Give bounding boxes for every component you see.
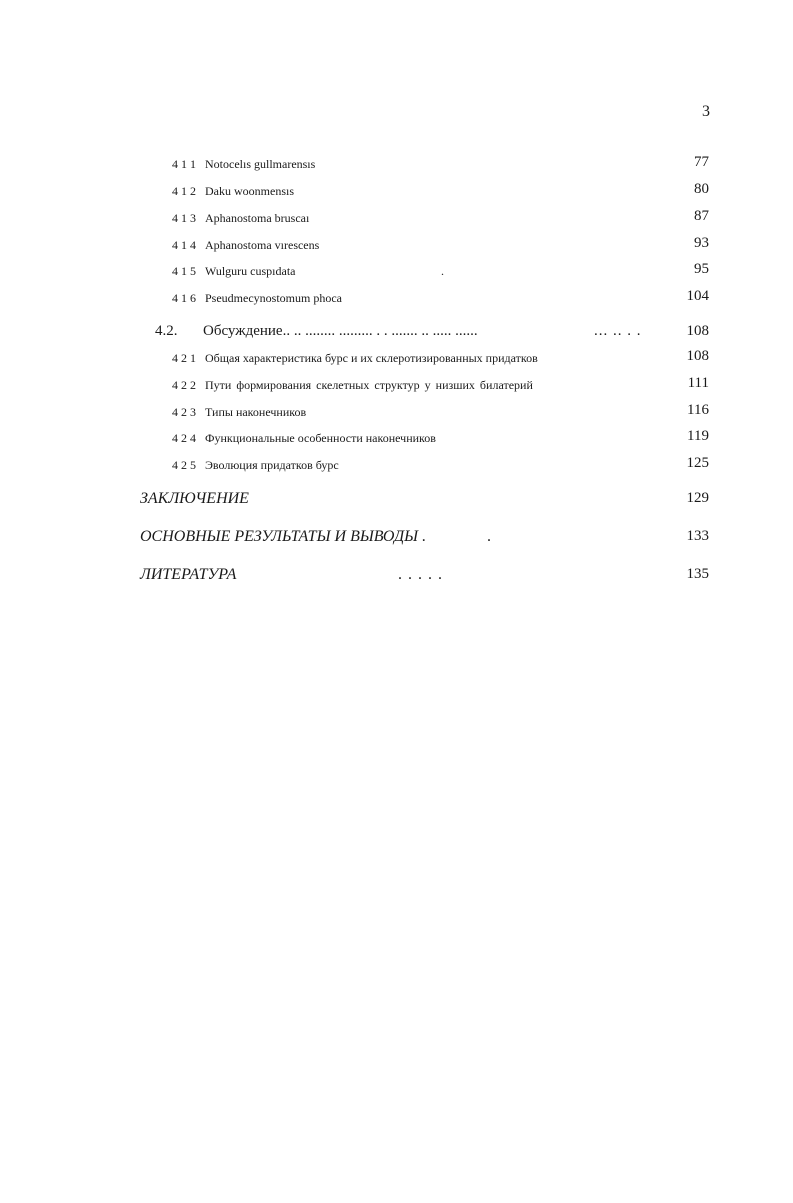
- page-number: 3: [702, 103, 710, 120]
- toc-entry-leader: . . . . .: [398, 566, 443, 583]
- toc-entry-number: 4 1 1: [172, 157, 196, 171]
- toc-entry-page: 108: [686, 323, 709, 339]
- toc-entry-4-1-3: [0, 208, 793, 229]
- toc-entry-page: 135: [686, 566, 709, 582]
- toc-entry-page: 116: [687, 402, 709, 418]
- toc-entry-title: Общая характеристика бурс и их склеротизированных придатков: [205, 351, 538, 365]
- toc-entry-leader: .: [487, 528, 492, 545]
- toc-entry-title: ОСНОВНЫЕ РЕЗУЛЬТАТЫ И ВЫВОДЫ .: [140, 528, 427, 545]
- toc-entry-title: Aphanostoma bruscaı: [205, 211, 310, 225]
- toc-entry-number: 4.2.: [155, 323, 178, 339]
- toc-entry-page: 80: [694, 181, 709, 197]
- toc-entry-number: 4 1 3: [172, 211, 196, 225]
- toc-entry-literature: [0, 566, 793, 588]
- toc-entry-conclusion: [0, 490, 793, 512]
- toc-entry-leader: .: [441, 264, 445, 278]
- toc-entry-4-2-5: [0, 455, 793, 476]
- toc-entry-page: 129: [686, 490, 709, 506]
- toc-entry-4-2-2: [0, 375, 793, 396]
- toc-entry-number: 4 1 2: [172, 184, 196, 198]
- toc-entry-4-2-1: [0, 348, 793, 369]
- toc-entry-title: Wulguru cuspıdata: [205, 264, 296, 278]
- toc-entry-4-1-4: [0, 235, 793, 256]
- toc-entry-4-2-4: [0, 428, 793, 449]
- toc-entry-page: 125: [686, 455, 709, 471]
- toc-entry-page: 87: [694, 208, 709, 224]
- toc-entry-number: 4 1 5: [172, 264, 196, 278]
- toc-entry-title: ЛИТЕРАТУРА: [140, 566, 237, 583]
- toc-entry-page: 108: [686, 348, 709, 364]
- toc-entry-leader: ... .. . .: [594, 323, 642, 339]
- toc-entry-page: 119: [687, 428, 709, 444]
- toc-entry-4-2: [0, 323, 793, 343]
- toc-entry-4-1-5: [0, 261, 793, 282]
- toc-entry-4-1-2: [0, 181, 793, 202]
- toc-entry-page: 95: [694, 261, 709, 277]
- toc-entry-page: 133: [686, 528, 709, 544]
- toc-entry-4-2-3: [0, 402, 793, 423]
- toc-entry-page: 111: [687, 375, 709, 391]
- toc-entry-title: Типы наконечников: [205, 405, 307, 419]
- toc-entry-page: 93: [694, 235, 709, 251]
- toc-entry-page: 77: [694, 154, 709, 170]
- toc-entry-title: Функциональные особенности наконечников: [205, 431, 436, 445]
- toc-entry-4-1-1: [0, 154, 793, 175]
- toc-entry-number: 4 2 4: [172, 431, 196, 445]
- toc-entry-title: Pseudmecynostomum phoca: [205, 291, 342, 305]
- toc-entry-results: [0, 528, 793, 550]
- toc-entry-number: 4 1 6: [172, 291, 196, 305]
- toc-entry-number: 4 2 5: [172, 458, 196, 472]
- toc-entry-number: 4 1 4: [172, 238, 196, 252]
- toc-entry-title: Эволюция придатков бурс: [205, 458, 339, 472]
- toc-entry-title: ЗАКЛЮЧЕНИЕ: [140, 490, 249, 507]
- toc-entry-title: Notocelıs gullmarensıs: [205, 157, 316, 171]
- toc-entry-number: 4 2 1: [172, 351, 196, 365]
- toc-entry-number: 4 2 2: [172, 378, 196, 392]
- toc-entry-title: Пути формирования скелетных структур у низших билатерий: [205, 378, 533, 392]
- toc-entry-4-1-6: [0, 288, 793, 309]
- toc-entry-page: 104: [686, 288, 709, 304]
- toc-entry-title: Aphanostoma vırescens: [205, 238, 320, 252]
- toc-entry-title: Daku woonmensıs: [205, 184, 294, 198]
- toc-entry-title: Обсуждение.. .. ........ ......... . . ....... .. ..... ......: [203, 323, 478, 339]
- toc-entry-number: 4 2 3: [172, 405, 196, 419]
